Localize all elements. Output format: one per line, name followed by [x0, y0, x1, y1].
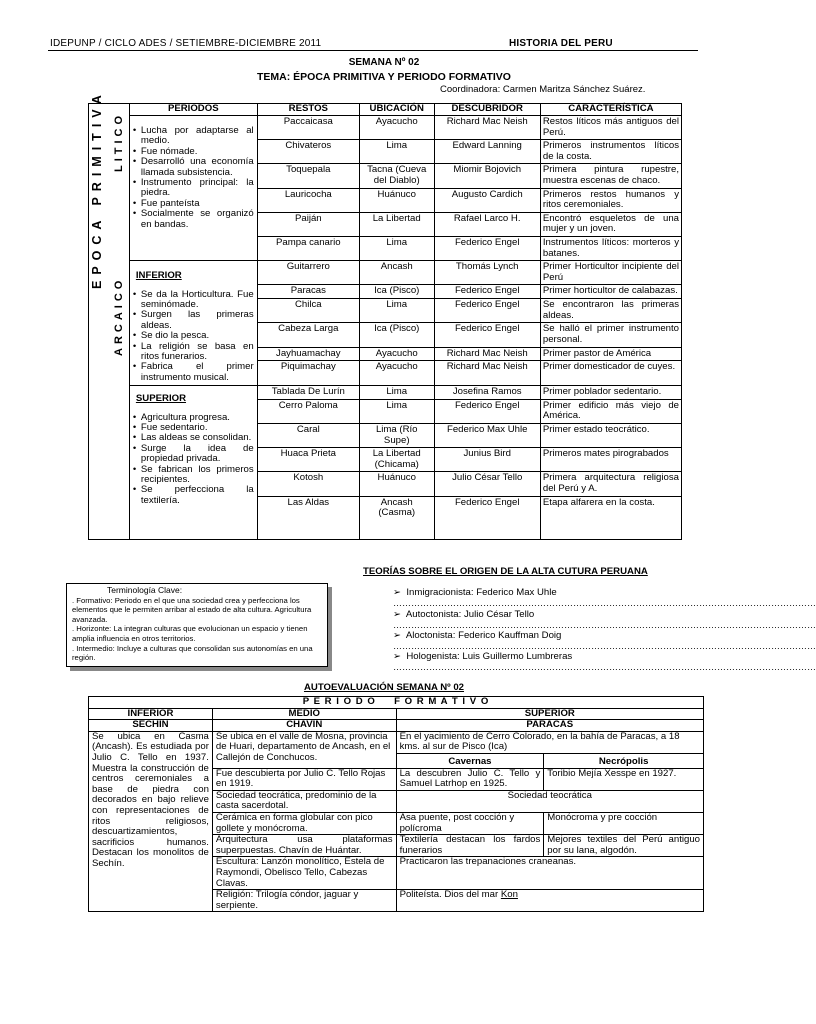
table-cell: Richard Mac Neish [434, 116, 540, 140]
autoevaluacion-title: AUTOEVALUACIÓN SEMANA Nº 02 [303, 682, 465, 693]
religion-paracas-cell [396, 890, 703, 912]
list-item: • La religión se basa en ritos funerarios. [133, 342, 254, 363]
semana-title: SEMANA Nº 02 [348, 57, 420, 68]
list-item: • Se da la Horticultura. Fue seminómade. [133, 290, 254, 311]
table-cell: Etapa alfarera en la costa. [540, 496, 681, 539]
table-cell: Restos líticos más antiguos del Perú. [540, 116, 681, 140]
table-cell: Lima [359, 236, 434, 260]
chavin-cell: Religión: Trilogía cóndor, jaguar y serpiente. [212, 890, 396, 912]
table-row [89, 261, 682, 285]
table-cell: Pampa canario [257, 236, 359, 260]
table-cell: Thomás Lynch [434, 261, 540, 285]
sechin-text: Se ubica en Casma (Ancash). Es estudiada por Julio C. Tello en 1937. Muestra la construcción de centros ceremoniales a base de piedra con decorados en bajo relieve con representaciones de ritos religiosos, descuartizamientos, sacrificios humanos. Destacan los monolitos de Sechín. [89, 731, 213, 912]
table-cell: Paracas [257, 285, 359, 299]
table-cell: Rafael Larco H. [434, 212, 540, 236]
table-row [89, 386, 682, 400]
terminologia-box [66, 583, 328, 667]
table-cell: Federico Engel [434, 285, 540, 299]
list-item: • Se perfecciona la textilería. [133, 485, 254, 506]
list-item: • Fue sedentario. [133, 423, 254, 433]
table-row [89, 720, 704, 732]
table-cell: Primer horticultor de calabazas. [540, 285, 681, 299]
chavin-cell: Escultura: Lanzón monolítico, Estela de Raymondi, Obelisco Tello, Cabezas Clavas. [212, 857, 396, 890]
trepanaciones-cell: Practicaron las trepanaciones craneanas. [396, 857, 703, 890]
chavin-cell: Se ubica en el valle de Mosna, provincia de Huari, departamento de Ancash, en el Callejón de Conchucos. [212, 731, 396, 768]
terminologia-line: . Formativo: Periodo en el que una sociedad crea y perfecciona los elementos que le permiten arribar al estado de alta cultura. Agricultura avanzada. [72, 595, 312, 624]
table-cell: Miomir Bojovich [434, 164, 540, 188]
list-item: • Fabrica el primer instrumento musical. [133, 362, 254, 383]
table-cell: Josefina Ramos [434, 386, 540, 400]
table-row [89, 708, 704, 720]
list-item: • Surgen las primeras aldeas. [133, 310, 254, 331]
coordinadora: Coordinadora: Carmen Maritza Sánchez Suárez. [440, 84, 646, 95]
terminologia-line: . Intermedio: Incluye a culturas que consolidan sus autonomías en una región. [72, 643, 313, 663]
table-cell: La Libertad [359, 212, 434, 236]
cavernas-cell: La descubren Julio C. Tello y Samuel Latrhop en 1925. [396, 768, 544, 790]
table-cell: Primera arquitectura religiosa del Perú y A. [540, 472, 681, 496]
table-cell: Lima [359, 386, 434, 400]
necropolis-cell: Monócroma y pre cocción [544, 812, 704, 834]
list-item: • Desarrolló una economía llamada subsistencia. [133, 157, 254, 178]
table-cell: Se encontraron las primeras aldeas. [540, 299, 681, 323]
main-table-header-row [89, 104, 682, 116]
chavin-cell: Fue descubierta por Julio C. Tello Rojas en 1919. [212, 768, 396, 790]
cavernas-header: Cavernas [396, 753, 544, 768]
table-cell: Junius Bird [434, 448, 540, 472]
list-item: • Instrumento principal: la piedra. [133, 178, 254, 199]
table-cell: Tablada De Lurín [257, 386, 359, 400]
table-cell: Primer edificio más viejo de América. [540, 399, 681, 423]
necropolis-cell: Toribio Mejía Xesspe en 1927. [544, 768, 704, 790]
arrow-icon: ➢ [393, 609, 406, 620]
teoria-item [393, 630, 561, 641]
table-cell: Tacna (Cueva del Diablo) [359, 164, 434, 188]
table-cell: Federico Engel [434, 399, 540, 423]
terminologia-title: Terminología Clave: [107, 585, 183, 595]
teorias-title: TEORÍAS SOBRE EL ORIGEN DE LA ALTA CUTURA PERUANA [363, 566, 648, 577]
table-cell: Ancash (Casma) [359, 496, 434, 539]
table-cell: Federico Engel [434, 496, 540, 539]
header-right: HISTORIA DEL PERU [509, 38, 613, 49]
answer-dots: …………………………………………………………………………………………………………………………… [393, 662, 816, 672]
table-cell: Edward Lanning [434, 140, 540, 164]
table-cell: Primera pintura rupestre, muestra escenas de chaco. [540, 164, 681, 188]
header-periodos: PERIODOS [129, 104, 257, 116]
table-cell: Instrumentos líticos: morteros y batanes. [540, 236, 681, 260]
table-cell: Primer poblador sedentario. [540, 386, 681, 400]
table-cell: Ica (Pisco) [359, 323, 434, 347]
table-cell: Huánuco [359, 188, 434, 212]
list-item: • Agricultura progresa. [133, 413, 254, 423]
stage-superior-cell [129, 386, 257, 539]
table-cell: Federico Engel [434, 323, 540, 347]
arrow-icon: ➢ [393, 630, 406, 641]
table-cell: Huaca Prieta [257, 448, 359, 472]
table-cell: Chivateros [257, 140, 359, 164]
sechin-header: SECHIN [89, 720, 213, 732]
header-restos: RESTOS [257, 104, 359, 116]
table-cell: Paccaicasa [257, 116, 359, 140]
table-cell: Ayacucho [359, 361, 434, 386]
teoria-text: Inmigracionista: Federico Max Uhle [406, 587, 557, 598]
table-cell: Ayacucho [359, 347, 434, 361]
teoria-item [393, 609, 534, 620]
stage-litico-cell [129, 116, 257, 261]
table-cell: Richard Mac Neish [434, 361, 540, 386]
vertical-label-litico: LITICO [113, 111, 125, 172]
table-cell: Ancash [359, 261, 434, 285]
sociedad-cell: Sociedad teocrática [396, 790, 703, 812]
table-row [89, 697, 704, 709]
superior-header: SUPERIOR [396, 708, 703, 720]
chavin-cell: Sociedad teocrática, predominio de la casta sacerdotal. [212, 790, 396, 812]
table-cell: Ayacucho [359, 116, 434, 140]
cavernas-cell: Asa puente, post cocción y polícroma [396, 812, 544, 834]
chavin-header: CHAVIN [212, 720, 396, 732]
chavin-cell: Arquitectura usa plataformas superpuestas. Chavín de Huántar. [212, 835, 396, 857]
cavernas-cell: Textilería destacan los fardos funerarios [396, 835, 544, 857]
stage-title-superior: SUPERIOR [135, 393, 187, 405]
chavin-cell: Cerámica en forma globular con pico gollete y monócroma. [212, 812, 396, 834]
header-left: IDEPUNP / CICLO ADES / SETIEMBRE-DICIEMBRE 2011 [50, 38, 322, 49]
table-cell: Toquepala [257, 164, 359, 188]
medio-header: MEDIO [212, 708, 396, 720]
teoria-item [393, 587, 557, 598]
table-cell: Encontró esqueletos de una mujer y un joven. [540, 212, 681, 236]
paracas-intro: En el yacimiento de Cerro Colorado, en la bahía de Paracas, a 18 kms. al sur de Pisco (Ica) [396, 731, 703, 753]
table-cell: Lima [359, 399, 434, 423]
table-cell: Lima (Río Supe) [359, 423, 434, 447]
stage-inferior-cell [129, 261, 257, 386]
list-item: • Se dio la pesca. [133, 331, 254, 341]
paracas-header: PARACAS [396, 720, 703, 732]
autoevaluacion-table [88, 696, 704, 912]
arrow-icon: ➢ [393, 651, 407, 662]
periodo-formativo-header: P E R I O D O F O R M A T I V O [89, 697, 704, 709]
table-cell: Cerro Paloma [257, 399, 359, 423]
table-cell: Chilca [257, 299, 359, 323]
tema-title: TEMA: ÉPOCA PRIMITIVA Y PERIODO FORMATIVO [257, 71, 511, 83]
table-cell: Guitarrero [257, 261, 359, 285]
table-cell: Jayhuamachay [257, 347, 359, 361]
table-cell: Primeros restos humanos y ritos ceremoniales. [540, 188, 681, 212]
list-item: • Fue nómade. [133, 147, 254, 157]
necropolis-cell: Mejores textiles del Perú antiguo por su lana, algodón. [544, 835, 704, 857]
vertical-label-arcaico: ARCAICO [113, 276, 125, 356]
necropolis-header: Necrópolis [544, 753, 704, 768]
table-cell: Primeros mates pirograbados [540, 448, 681, 472]
table-cell: Lauricocha [257, 188, 359, 212]
answer-dots: …………………………………………………………………………………………………………………………… [393, 641, 816, 651]
header-descubridor: DESCUBRIDOR [434, 104, 540, 116]
header-caracteristica: CARACTERÍSTICA [540, 104, 681, 116]
table-cell: Ica (Pisco) [359, 285, 434, 299]
table-cell: Paiján [257, 212, 359, 236]
answer-dots: …………………………………………………………………………………………………………………………… [393, 598, 816, 608]
vertical-labels-cell [89, 89, 130, 540]
header-rule [48, 50, 698, 51]
table-cell: Julio César Tello [434, 472, 540, 496]
table-cell: Huánuco [359, 472, 434, 496]
table-cell: Lima [359, 140, 434, 164]
table-cell: Lima [359, 299, 434, 323]
list-item: • Las aldeas se consolidan. [133, 433, 254, 443]
table-row [89, 116, 682, 140]
list-item: • Se fabrican los primeros recipientes. [133, 465, 254, 486]
table-cell: Primer Horticultor incipiente del Perú [540, 261, 681, 285]
table-cell: Cabeza Larga [257, 323, 359, 347]
list-item: • Lucha por adaptarse al medio. [133, 126, 254, 147]
table-cell: Piquimachay [257, 361, 359, 386]
table-cell: La Libertad (Chicama) [359, 448, 434, 472]
table-cell: Augusto Cardich [434, 188, 540, 212]
terminologia-line: . Horizonte: La integran culturas que evolucionan un espacio y tienen amplia influencia en otros territorios. [72, 624, 308, 643]
teoria-item [393, 651, 572, 662]
teoria-text: Hologenista: Luis Guillermo Lumbreras [406, 651, 573, 662]
table-cell: Las Aldas [257, 496, 359, 539]
table-cell: Caral [257, 423, 359, 447]
table-cell: Federico Engel [434, 299, 540, 323]
teoria-text: Aloctonista: Federico Kauffman Doig [405, 630, 562, 641]
table-cell: Se halló el primer instrumento personal. [540, 323, 681, 347]
answer-dots: …………………………………………………………………………………………………………………………… [393, 620, 816, 630]
kon-text: Kon [500, 889, 518, 901]
table-cell: Kotosh [257, 472, 359, 496]
inferior-header: INFERIOR [89, 708, 213, 720]
vertical-label-epoca-primitiva: EPOCA PRIMITIVA [90, 89, 104, 289]
table-cell: Richard Mac Neish [434, 347, 540, 361]
list-item: • Surge la idea de propiedad privada. [133, 444, 254, 465]
table-cell: Primer domesticador de cuyes. [540, 361, 681, 386]
arrow-icon: ➢ [393, 587, 407, 598]
header-ubicacion: UBICACIÓN [359, 104, 434, 116]
stage-title-inferior: INFERIOR [135, 270, 182, 282]
table-cell: Primer estado teocrático. [540, 423, 681, 447]
table-cell: Federico Max Uhle [434, 423, 540, 447]
list-item: • Socialmente se organizó en bandas. [133, 209, 254, 230]
table-cell: Federico Engel [434, 236, 540, 260]
table-cell: Primer pastor de América [540, 347, 681, 361]
politeista-text: Politeísta. Dios del mar [399, 889, 501, 901]
teoria-text: Autoctonista: Julio César Tello [405, 609, 535, 620]
list-item: • Fue panteísta [133, 199, 254, 209]
table-cell: Primeros instrumentos líticos de la costa. [540, 140, 681, 164]
table-row [89, 731, 704, 753]
